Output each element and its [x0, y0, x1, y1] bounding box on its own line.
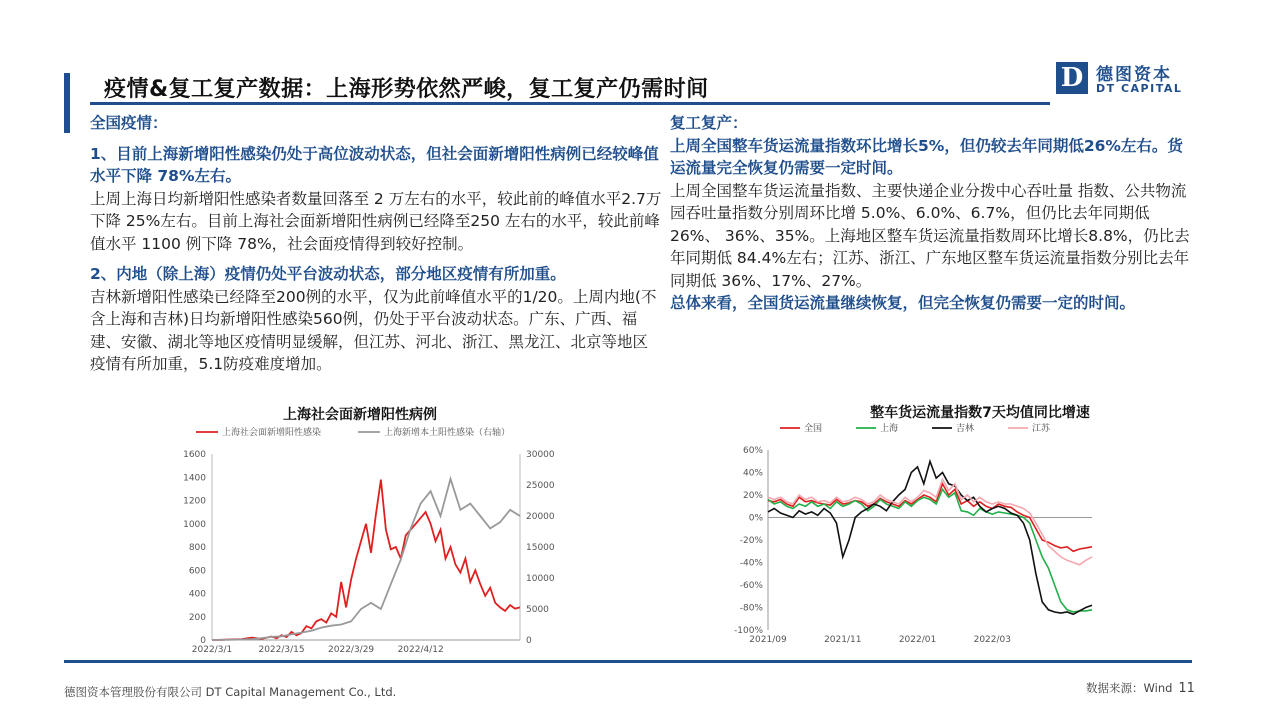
- left-column: [90, 112, 662, 376]
- chart2-ytick: -80%: [739, 603, 763, 614]
- chart1-shanghai-cases: [168, 422, 578, 658]
- chart1-ytick-right: 25000: [526, 481, 555, 491]
- chart2-legend-label: 上海: [880, 424, 899, 434]
- logo-mark: D: [1056, 62, 1088, 94]
- chart1-ytick-left: 1200: [183, 496, 206, 507]
- chart1-ytick-right: 0: [526, 636, 532, 646]
- chart2-ytick: -60%: [739, 581, 763, 591]
- chart1-ytick-left: 200: [188, 612, 206, 623]
- chart1-xtick: 2022/3/15: [258, 645, 305, 655]
- footer-rule: [64, 660, 1192, 663]
- chart2-xtick: 2021/11: [824, 635, 862, 645]
- chart1-ytick-left: 600: [188, 566, 206, 577]
- chart2-freight-index: [726, 418, 1106, 650]
- footer-source: [1086, 680, 1195, 696]
- chart1-xtick: 2022/3/1: [191, 645, 233, 655]
- chart1-legend-label: 上海新增本土阳性感染（右轴）: [384, 428, 511, 438]
- right-heading: 复工复产：: [670, 114, 748, 132]
- chart1-series-line: [212, 479, 520, 640]
- chart1-legend-label: 上海社会面新增阳性感染: [222, 428, 322, 438]
- chart1-series-line: [212, 480, 520, 640]
- page-title: 疫情&复工复产数据：上海形势依然严峻，复工复产仍需时间: [104, 77, 709, 102]
- chart2-ytick: 40%: [742, 468, 763, 479]
- chart1-ytick-left: 0: [200, 636, 206, 646]
- chart1-ytick-left: 800: [188, 543, 206, 553]
- source-text: 数据来源：Wind: [1086, 681, 1173, 695]
- chart2-xtick: 2021/09: [749, 635, 787, 645]
- chart1-ytick-right: 15000: [526, 543, 555, 553]
- right-p1-head: 上周全国整车货运流量指数环比增长5%，但仍较去年同期低26%左右。货运流量完全恢复仍需要一定时间。: [670, 136, 1183, 177]
- right-p1-body: 上周全国整车货运流量指数、主要快递企业分拨中心吞吐量 指数、公共物流园吞吐量指数分别周环比增 5.0%、6.0%、6.7%，但仍比去年同期低 26%、 36%、35%。上海地区整车货运流量指数周环比增长8.8%，仍比去年同期低 84.4%左右；江苏、浙江、广东地区整车货运流量指数分别比去年同期低 36%、17%、27%。: [670, 181, 1190, 290]
- chart1-ytick-left: 1000: [183, 519, 206, 530]
- chart1-title: 上海社会面新增阳性病例: [283, 407, 437, 423]
- chart2-xtick: 2022/03: [973, 635, 1012, 645]
- left-p2-body: 吉林新增阳性感染已经降至200例的水平，仅为此前峰值水平的1/20。上周内地(不含上海和吉林)日均新增阳性感染560例，仍处于平台波动状态。广东、广西、福建、安徽、湖北等地区疫情明显缓解，但江苏、河北、浙江、黑龙江、北京等地区疫情有所加重，5.1防疫难度增加。: [90, 287, 657, 373]
- chart2-ytick: 0%: [748, 513, 763, 524]
- left-heading: 全国疫情：: [90, 114, 168, 132]
- chart1-ytick-left: 1400: [183, 473, 206, 484]
- chart1-xtick: 2022/3/29: [328, 645, 375, 655]
- right-column: [670, 112, 1190, 315]
- company-logo: [1056, 62, 1186, 98]
- chart2-series-line: [768, 479, 1092, 565]
- logo-en-text: DT CAPITAL: [1096, 82, 1183, 95]
- left-p1-head: 1、目前上海新增阳性感染仍处于高位波动状态，但社会面新增阳性病例已经较峰值 水平下降 78%左右。: [90, 144, 659, 185]
- chart2-ytick: -100%: [734, 626, 763, 636]
- chart2-ytick: -20%: [739, 536, 763, 546]
- chart1-ytick-right: 30000: [526, 450, 555, 460]
- page-number: 11: [1178, 681, 1195, 696]
- title-underline: [90, 102, 1050, 105]
- chart2-ytick: 60%: [742, 446, 763, 456]
- logo-cn-text: 德图资本: [1096, 65, 1172, 85]
- chart2-ytick: -40%: [739, 558, 763, 569]
- chart1-ytick-left: 400: [188, 589, 206, 600]
- chart1-ytick-left: 1600: [183, 450, 206, 460]
- chart2-title: 整车货运流量指数7天均值同比增速: [870, 405, 1090, 421]
- chart1-ytick-right: 5000: [526, 605, 549, 615]
- chart2-xtick: 2022/01: [898, 635, 937, 645]
- left-p2-head: 2、内地（除上海）疫情仍处平台波动状态，部分地区疫情有所加重。: [90, 265, 566, 283]
- chart2-legend-label: 全国: [804, 424, 823, 434]
- chart1-ytick-right: 10000: [526, 574, 555, 584]
- left-p1-body: 上周上海日均新增阳性感染者数量回落至 2 万左右的水平，较此前的峰值水平2.7万下降 25%左右。目前上海社会面新增阳性病例已经降至250 左右的水平，较此前峰值水平 1100 例下降 78%，社会面疫情得到较好控制。: [90, 189, 662, 253]
- chart1-xtick: 2022/4/12: [397, 645, 444, 655]
- chart2-legend-label: 江苏: [1032, 424, 1051, 434]
- title-accent-bar: [64, 73, 70, 133]
- chart2-series-line: [768, 489, 1092, 612]
- chart2-legend-label: 吉林: [956, 424, 975, 434]
- chart1-ytick-right: 20000: [526, 512, 555, 522]
- right-p2-head: 总体来看，全国货运流量继续恢复，但完全恢复仍需要一定的时间。: [670, 294, 1136, 312]
- footer-company: 德图资本管理股份有限公司 DT Capital Management Co., Ltd.: [64, 685, 397, 699]
- chart2-ytick: 20%: [742, 491, 763, 501]
